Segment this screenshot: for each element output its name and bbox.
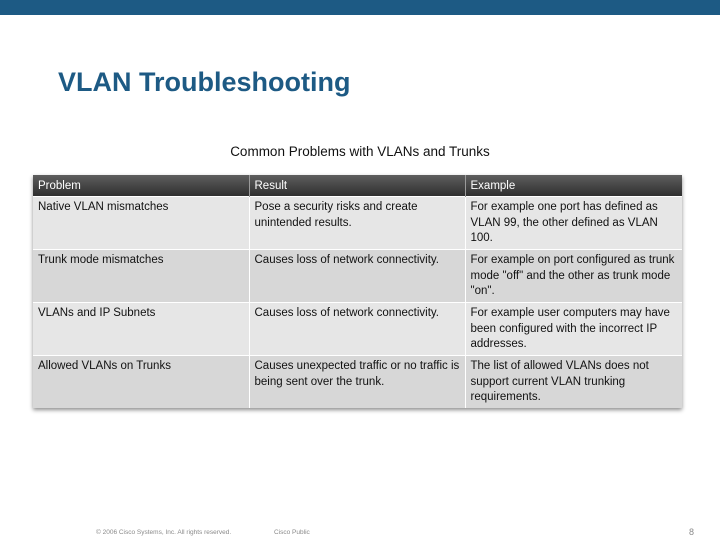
table-row [33,356,682,409]
column-header-example: Example [465,175,682,197]
footer-copyright: © 2006 Cisco Systems, Inc. All rights reserved. [96,529,232,536]
cell-example: For example user computers may have been configured with the incorrect IP addresses. [465,303,682,356]
cell-problem: VLANs and IP Subnets [33,303,249,356]
column-header-result: Result [249,175,465,197]
slide-title: VLAN Troubleshooting [58,67,351,97]
cell-problem: Allowed VLANs on Trunks [33,356,249,409]
cell-example: The list of allowed VLANs does not support current VLAN trunking requirements. [465,356,682,409]
table-row [33,197,682,250]
table-header-row [33,175,682,197]
problems-table-container [33,175,682,408]
cell-result: Causes loss of network connectivity. [249,250,465,303]
top-banner [0,0,720,15]
footer-classification: Cisco Public [274,529,310,536]
cell-result: Pose a security risks and create unintended results. [249,197,465,250]
cell-result: Causes unexpected traffic or no traffic is being sent over the trunk. [249,356,465,409]
cell-example: For example one port has defined as VLAN 99, the other defined as VLAN 100. [465,197,682,250]
column-header-problem: Problem [33,175,249,197]
problems-table [33,175,682,408]
cell-problem: Trunk mode mismatches [33,250,249,303]
cell-problem: Native VLAN mismatches [33,197,249,250]
page-number: 8 [689,527,695,537]
cell-example: For example on port configured as trunk mode "off" and the other as trunk mode "on". [465,250,682,303]
cell-result: Causes loss of network connectivity. [249,303,465,356]
table-row [33,303,682,356]
table-caption: Common Problems with VLANs and Trunks [230,144,490,159]
table-row [33,250,682,303]
